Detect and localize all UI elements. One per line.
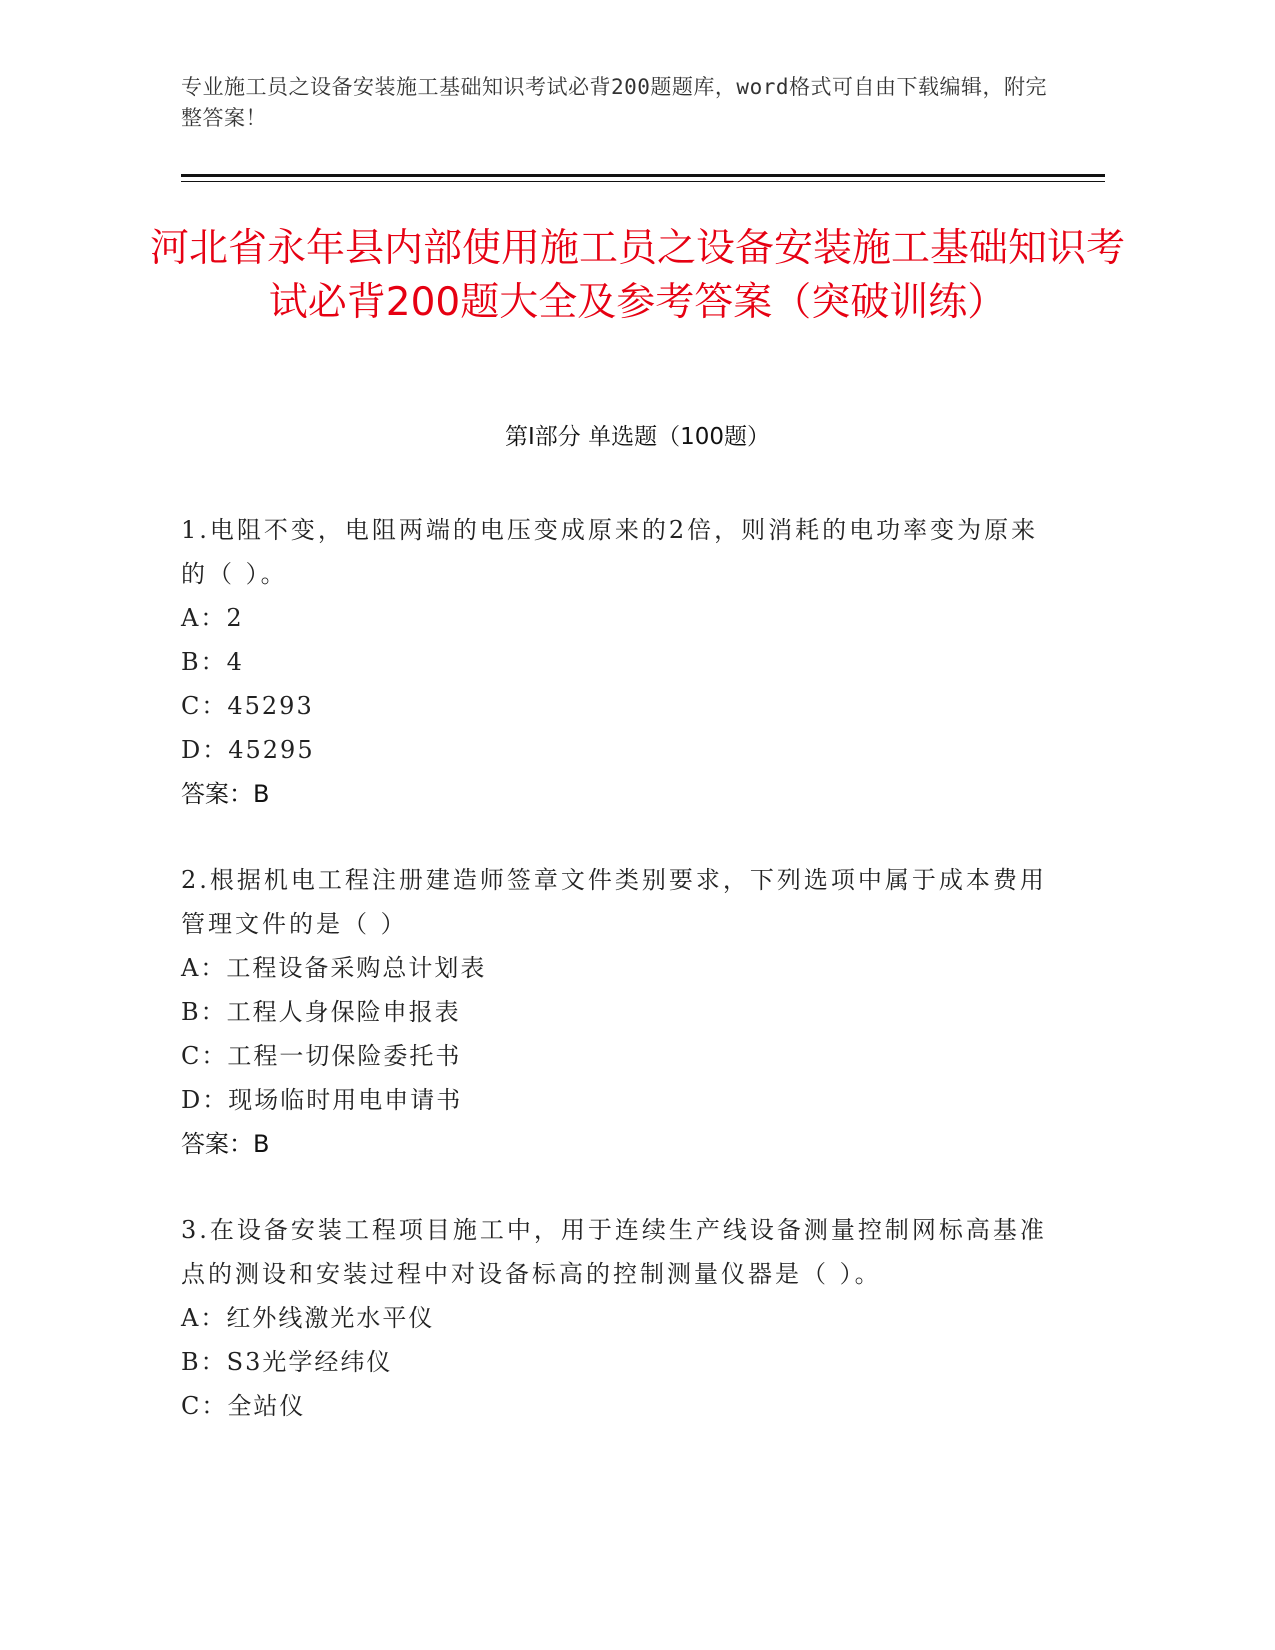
- header-divider-thick: [181, 174, 1105, 177]
- document-title: 河北省永年县内部使用施工员之设备安装施工基础知识考试必背200题大全及参考答案（突破训练）: [149, 226, 1125, 325]
- option-a: A：红外线激光水平仪: [181, 1304, 435, 1332]
- option-a: A：工程设备采购总计划表: [181, 954, 487, 982]
- option-a: A：2: [181, 604, 244, 632]
- question-1: [181, 508, 1061, 816]
- answer-line: 答案：B: [181, 1130, 270, 1158]
- question-stem: 2.根据机电工程注册建造师签章文件类别要求，下列选项中属于成本费用管理文件的是（ ）: [181, 866, 1047, 938]
- option-b: B：工程人身保险申报表: [181, 998, 461, 1026]
- question-spacer: [181, 816, 1061, 858]
- question-stem: 3.在设备安装工程项目施工中，用于连续生产线设备测量控制网标高基准点的测设和安装过程中对设备标高的控制测量仪器是（ ）。: [181, 1216, 1047, 1288]
- section-title: 第Ⅰ部分 单选题（100题）: [505, 424, 770, 450]
- answer-line: 答案：B: [181, 780, 270, 808]
- option-c: C：全站仪: [181, 1392, 306, 1420]
- option-d: D：现场临时用电申请书: [181, 1086, 463, 1114]
- question-spacer: [181, 1166, 1061, 1208]
- question-2: [181, 858, 1061, 1166]
- option-c: C：45293: [181, 692, 314, 720]
- question-list: [181, 508, 1061, 1428]
- option-b: B：S3光学经纬仪: [181, 1348, 393, 1376]
- question-3: [181, 1208, 1061, 1428]
- option-b: B：4: [181, 648, 244, 676]
- question-stem: 1.电阻不变，电阻两端的电压变成原来的2倍，则消耗的电功率变为原来的（ ）。: [181, 516, 1039, 588]
- option-c: C：工程一切保险委托书: [181, 1042, 462, 1070]
- header-divider-thin: [181, 181, 1105, 182]
- option-d: D：45295: [181, 736, 315, 764]
- header-note: 专业施工员之设备安装施工基础知识考试必背200题题库，word格式可自由下载编辑，附完整答案！: [181, 75, 1047, 130]
